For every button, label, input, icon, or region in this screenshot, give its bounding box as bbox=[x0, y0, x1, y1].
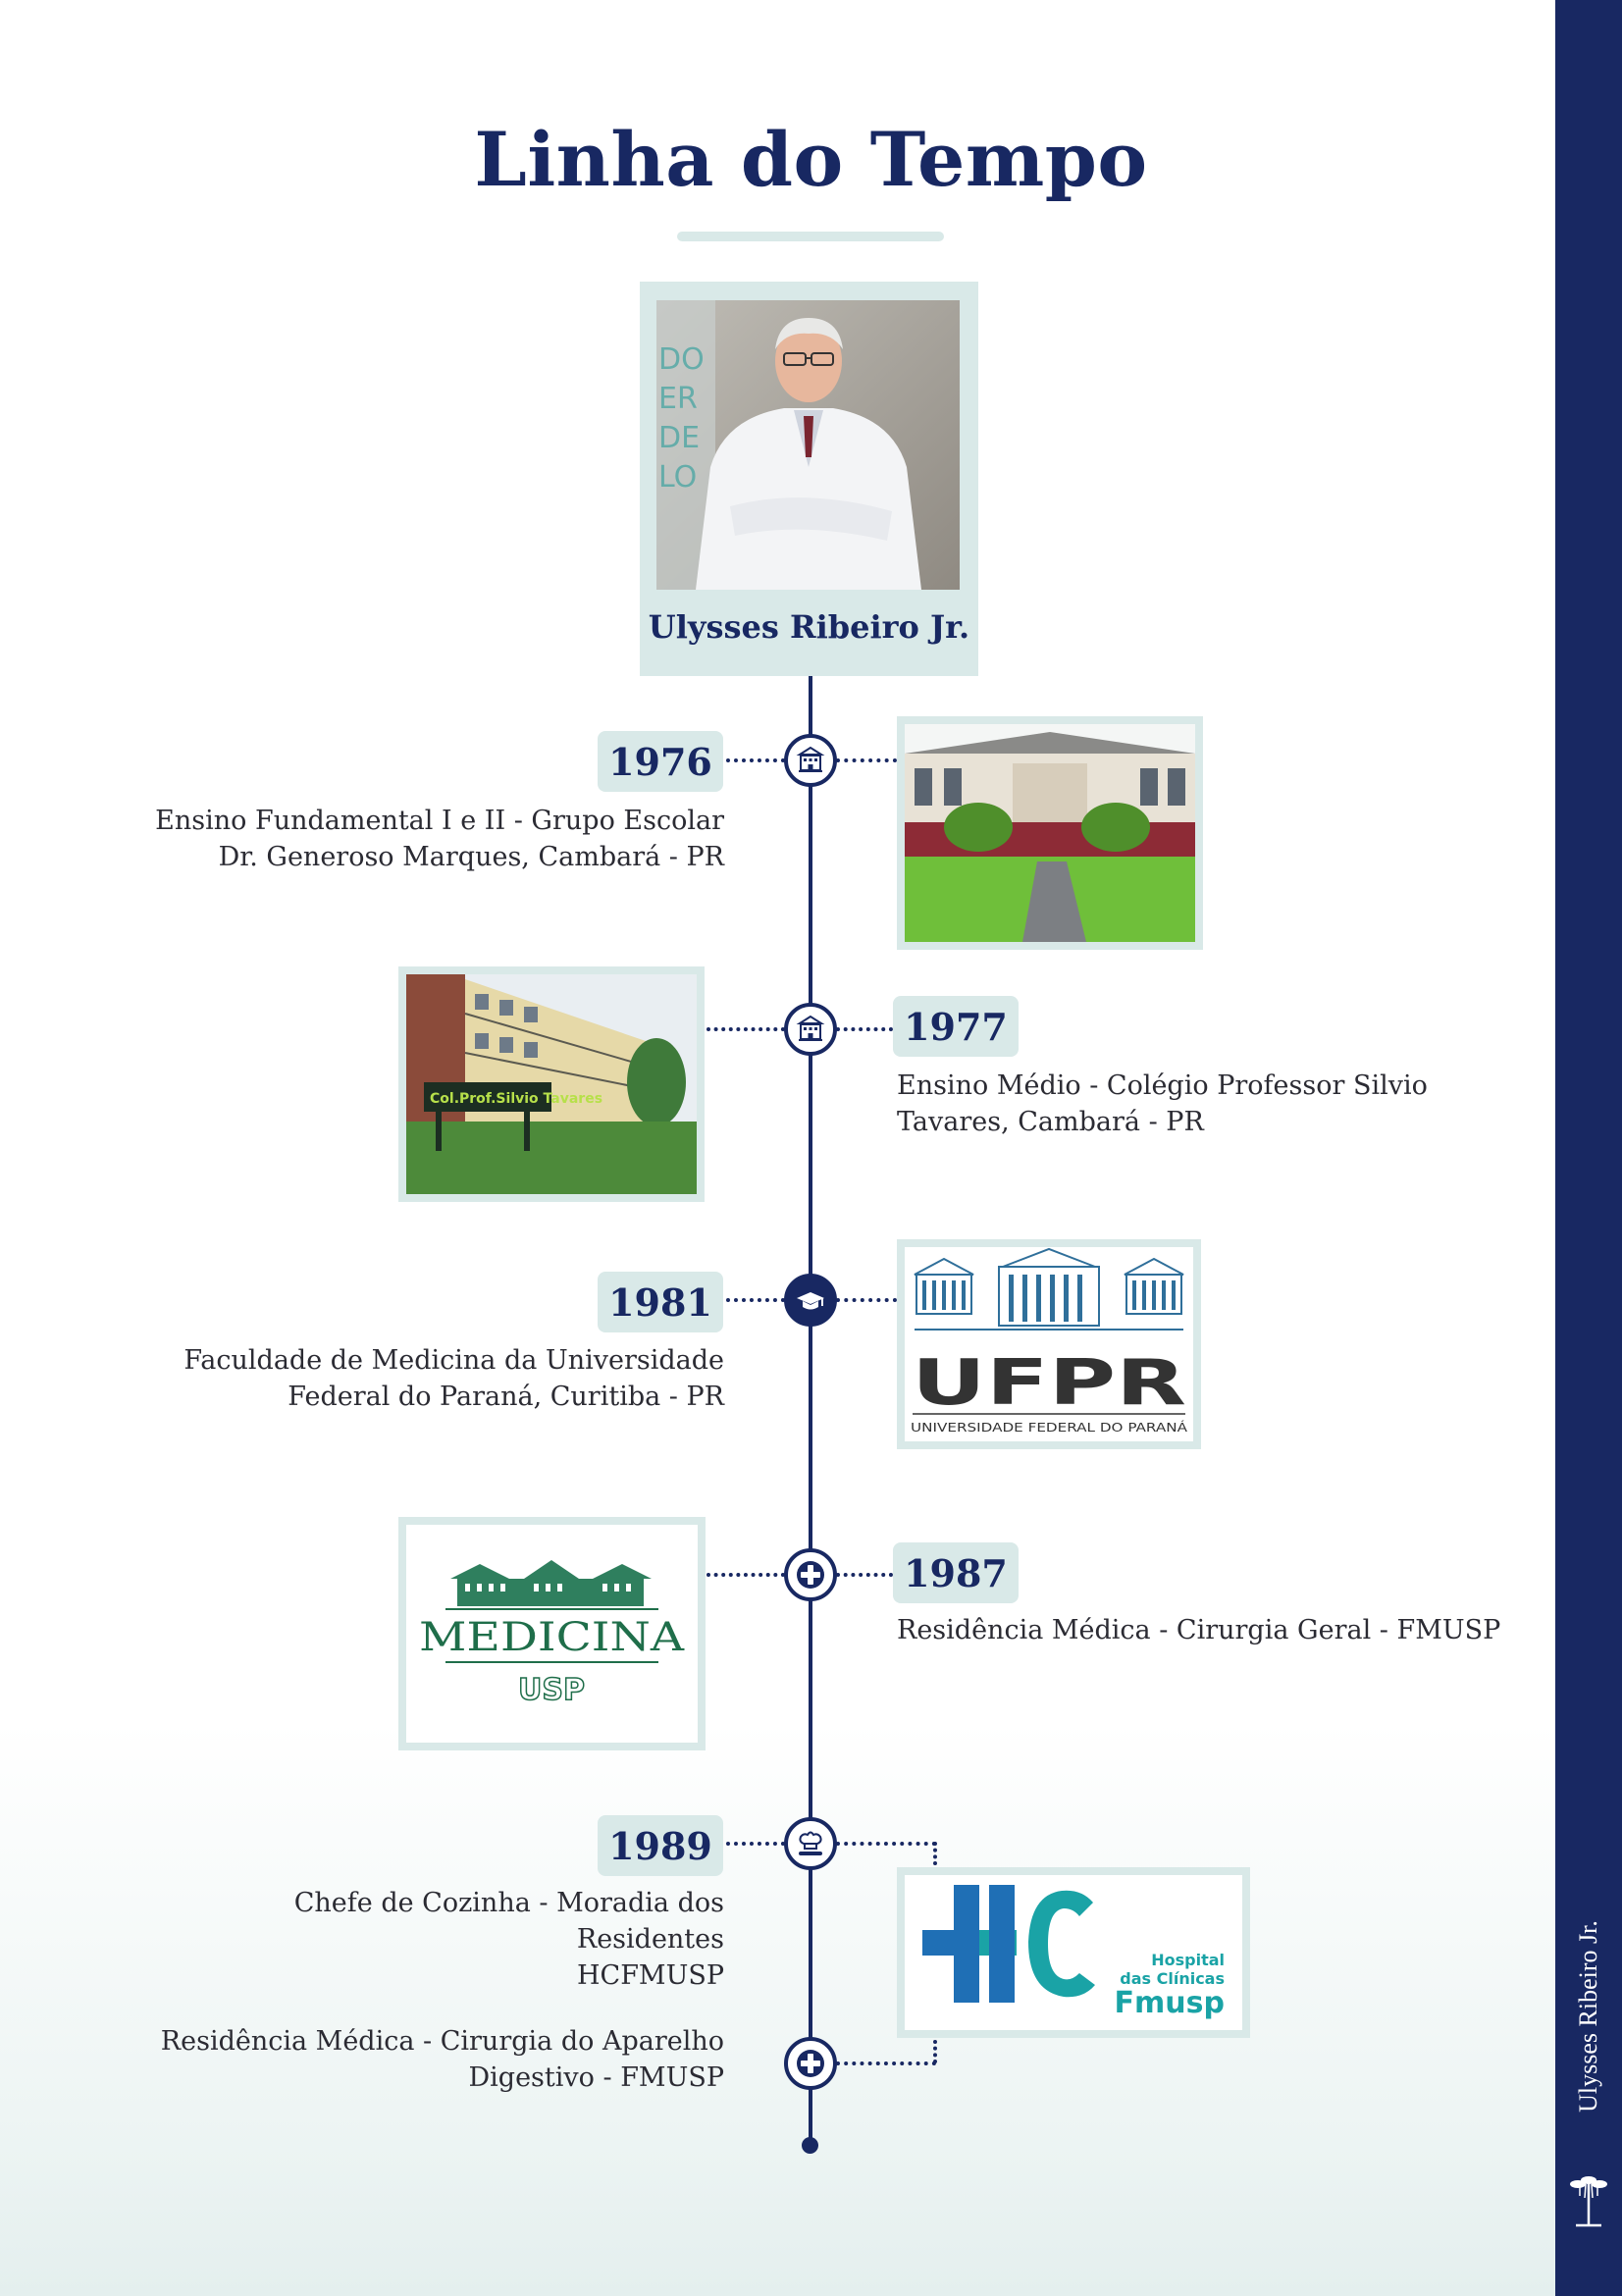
connector-dots bbox=[706, 1027, 785, 1031]
description-line: Residência Médica - Cirurgia Geral - FMUSP bbox=[897, 1615, 1501, 1645]
school-building-icon bbox=[795, 745, 826, 776]
connector-dots bbox=[836, 1573, 893, 1577]
timeline-year-1977: 1977 bbox=[893, 996, 1019, 1057]
description-line: Ensino Fundamental I e II - Grupo Escolar bbox=[155, 806, 724, 836]
hc-logo-line-1: Hospital bbox=[1151, 1951, 1225, 1969]
timeline-year-1987: 1987 bbox=[893, 1542, 1019, 1603]
photo-wall-text-2: ER bbox=[658, 382, 698, 416]
timeline-year-1976: 1976 bbox=[598, 731, 723, 792]
timeline-description-1977 bbox=[897, 1068, 1486, 1140]
timeline-line bbox=[809, 676, 812, 2145]
school-facade-photo bbox=[897, 716, 1203, 950]
photo-wall-text-1: DO bbox=[658, 342, 705, 377]
medical-cross-icon bbox=[795, 2048, 826, 2079]
description-line: Tavares, Cambará - PR bbox=[897, 1107, 1204, 1137]
timeline-node bbox=[784, 734, 837, 787]
description-line: Faculdade de Medicina da Universidade bbox=[183, 1345, 724, 1376]
connector-dots bbox=[836, 1027, 893, 1031]
timeline-description-1987 bbox=[897, 1612, 1505, 1648]
timeline-node bbox=[784, 1274, 837, 1327]
usp-logo-text: USP bbox=[518, 1673, 585, 1707]
school-building-icon bbox=[795, 1014, 826, 1045]
timeline-end-dot bbox=[802, 2137, 818, 2154]
connector-dots bbox=[933, 2040, 937, 2063]
sidebar-name bbox=[1555, 1904, 1622, 2129]
photo-wall-text-3: DE bbox=[658, 421, 701, 455]
portrait-photo bbox=[656, 300, 960, 590]
medicina-usp-logo bbox=[398, 1517, 706, 1750]
ufpr-logo-text: UFPR bbox=[912, 1347, 1186, 1420]
photo-wall-text-4: LO bbox=[658, 460, 698, 495]
timeline-description-1981 bbox=[147, 1342, 724, 1415]
title-underline bbox=[677, 232, 944, 241]
timeline-description-1976 bbox=[147, 803, 724, 875]
description-line: Dr. Generoso Marques, Cambará - PR bbox=[218, 842, 724, 872]
description-line: Federal do Paraná, Curitiba - PR bbox=[288, 1382, 724, 1412]
hc-logo-line-2: das Clínicas bbox=[1120, 1969, 1225, 1988]
connector-dots bbox=[726, 1842, 785, 1846]
connector-dots bbox=[836, 758, 897, 762]
timeline-node bbox=[784, 1548, 837, 1601]
ufpr-logo bbox=[897, 1239, 1201, 1449]
medicina-logo-text: MEDICINA bbox=[419, 1615, 686, 1660]
college-building-photo bbox=[398, 966, 705, 1202]
chef-hat-icon bbox=[795, 1828, 826, 1859]
connector-dots bbox=[933, 1842, 937, 1865]
graduation-cap-icon bbox=[795, 1284, 826, 1316]
description-line: Chefe de Cozinha - Moradia dos Residentes bbox=[293, 1888, 724, 1955]
timeline-description-digestivo bbox=[147, 2023, 724, 2096]
connector-dots bbox=[706, 1573, 785, 1577]
timeline-description-1989 bbox=[147, 1885, 724, 1994]
ufpr-logo-subtext: UNIVERSIDADE FEDERAL DO PARANÁ bbox=[911, 1421, 1129, 1435]
medical-cross-icon bbox=[795, 1559, 826, 1591]
description-line: Residência Médica - Cirurgia do Aparelho bbox=[160, 2026, 724, 2057]
profile-name: Ulysses Ribeiro Jr. bbox=[648, 608, 970, 646]
connector-dots bbox=[726, 1298, 785, 1302]
timeline-year-1989: 1989 bbox=[598, 1815, 723, 1876]
connector-dots bbox=[836, 1842, 936, 1846]
hc-logo-line-3: Fmusp bbox=[1114, 1986, 1225, 2020]
description-line: Digestivo - FMUSP bbox=[468, 2062, 724, 2093]
timeline-node bbox=[784, 2037, 837, 2090]
tree-logo-icon bbox=[1566, 2170, 1611, 2229]
connector-dots bbox=[836, 2061, 936, 2065]
hc-fmusp-logo bbox=[897, 1867, 1250, 2038]
page-title: Linha do Tempo bbox=[474, 116, 1148, 203]
connector-dots bbox=[836, 1298, 897, 1302]
sidebar-name-text: Ulysses Ribeiro Jr. bbox=[1574, 1920, 1603, 2113]
description-line: HCFMUSP bbox=[576, 1960, 724, 1991]
timeline-node bbox=[784, 1817, 837, 1870]
timeline-node bbox=[784, 1003, 837, 1056]
college-sign-text: Col.Prof.Silvio Tavares bbox=[430, 1091, 603, 1107]
connector-dots bbox=[726, 758, 785, 762]
description-line: Ensino Médio - Colégio Professor Silvio bbox=[897, 1070, 1428, 1101]
timeline-year-1981: 1981 bbox=[598, 1272, 723, 1332]
